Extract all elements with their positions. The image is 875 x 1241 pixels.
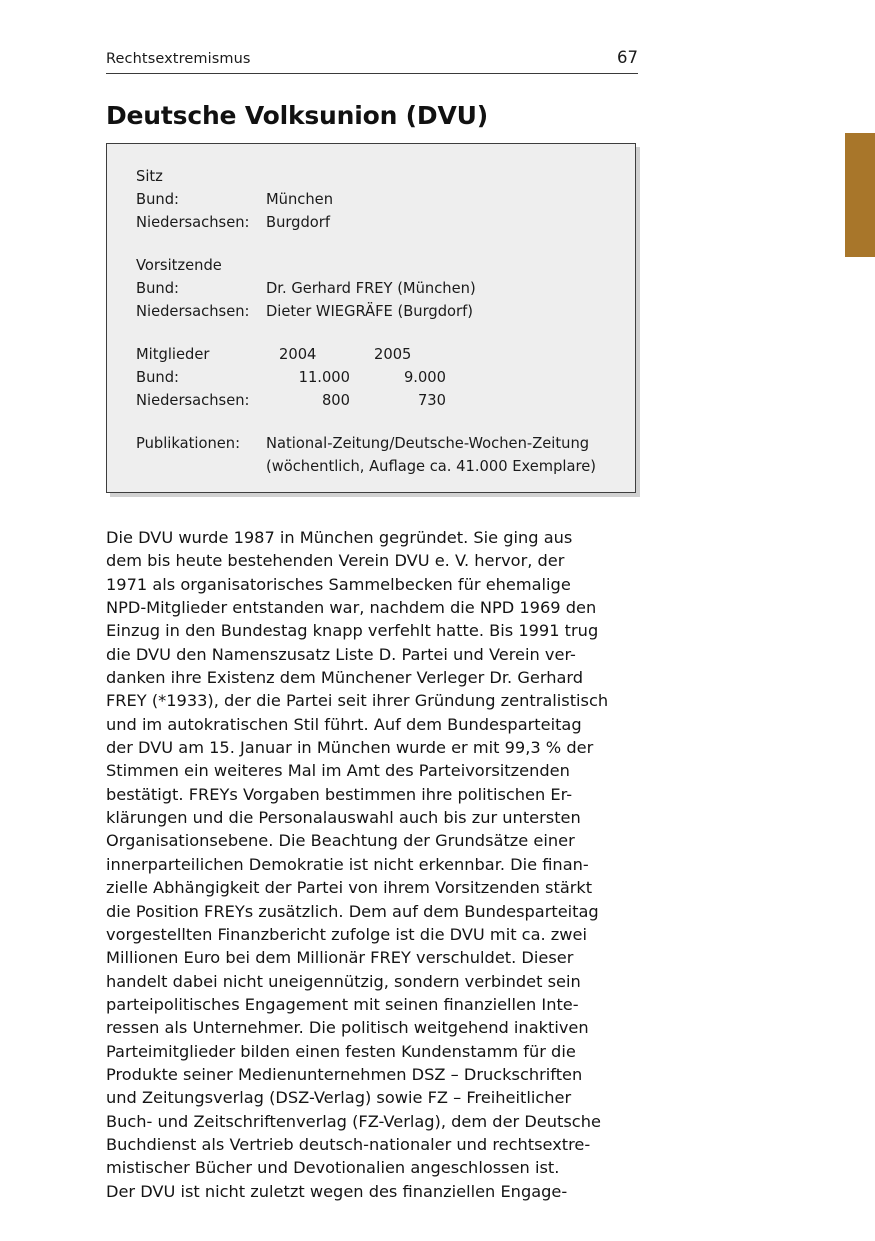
body-line: FREY (*1933), der die Partei seit ihrer Gründung zentralistisch — [106, 691, 609, 711]
seat-row-niedersachsen-label: Niedersachsen: — [136, 214, 250, 231]
body-line: ressen als Unternehmer. Die politisch weitgehend inaktiven — [106, 1018, 589, 1038]
body-line: Die DVU wurde 1987 in München gegründet. Sie ging aus — [106, 528, 573, 547]
members-title: Mitglieder — [136, 346, 210, 363]
body-line: parteipolitisches Engagement mit seinen finanziellen Inte- — [106, 994, 579, 1014]
body-line: Stimmen ein weiteres Mal im Amt des Parteivorsitzenden — [106, 761, 570, 781]
party-info-box-content — [136, 165, 625, 478]
publications-label: Publikationen: — [136, 435, 241, 452]
chair-row-bund — [136, 277, 625, 300]
running-head — [106, 48, 638, 74]
body-line: Organisationsebene. Die Beachtung der Grundsätze einer — [106, 831, 575, 851]
body-line: zielle Abhängigkeit der Partei von ihrem Vorsitzenden stärkt — [106, 878, 593, 898]
body-line: und im autokratischen Stil führt. Auf dem Bundesparteitag — [106, 714, 582, 734]
body-line: die DVU den Namenszusatz Liste D. Partei und Verein ver- — [106, 644, 576, 664]
chair-block — [136, 254, 625, 323]
members-row-bund — [136, 366, 625, 389]
publications-block — [136, 432, 625, 478]
chair-row-niedersachsen — [136, 300, 625, 323]
body-text — [106, 526, 640, 1203]
seat-block — [136, 165, 625, 234]
body-line: Der DVU ist nicht zuletzt wegen des finanziellen Engage- — [106, 1181, 568, 1201]
body-line: die Position FREYs zusätzlich. Dem auf dem Bundesparteitag — [106, 901, 599, 921]
seat-row-niedersachsen-value: Burgdorf — [266, 214, 331, 231]
seat-row-niedersachsen — [136, 211, 625, 234]
chair-row-bund-label: Bund: — [136, 280, 179, 297]
body-line: Buch- und Zeitschriftenverlag (FZ-Verlag), dem der Deutsche — [106, 1111, 601, 1131]
body-line: bestätigt. FREYs Vorgaben bestimmen ihre politischen Er- — [106, 784, 573, 804]
chair-row-niedersachsen-label: Niedersachsen: — [136, 303, 250, 320]
body-line: NPD-Mitglieder entstanden war, nachdem die NPD 1969 den — [106, 598, 597, 618]
publications-line-2: (wöchentlich, Auflage ca. 41.000 Exemplare) — [266, 458, 596, 475]
body-line: der DVU am 15. Januar in München wurde er mit 99,3 % der — [106, 738, 594, 758]
chair-row-niedersachsen-value: Dieter WIEGRÄFE (Burgdorf) — [266, 303, 473, 320]
members-row-niedersachsen-2004: 800 — [321, 392, 350, 409]
members-row-bund-label: Bund: — [136, 369, 179, 386]
running-head-title: Rechtsextremismus — [106, 51, 251, 67]
body-line: klärungen und die Personalauswahl auch bis zur untersten — [106, 808, 581, 828]
body-line: Einzug in den Bundestag knapp verfehlt hatte. Bis 1991 trug — [106, 621, 599, 641]
body-line: mistischer Bücher und Devotionalien angeschlossen ist. — [106, 1158, 560, 1178]
body-line: handelt dabei nicht uneigennützig, sondern verbindet sein — [106, 971, 581, 991]
chair-title: Vorsitzende — [136, 257, 222, 274]
page-title: Deutsche Volksunion (DVU) — [106, 100, 488, 130]
seat-row-bund-label: Bund: — [136, 191, 179, 208]
body-line: Produkte seiner Medienunternehmen DSZ – Druckschriften — [106, 1064, 583, 1084]
section-tab-marker — [845, 133, 875, 257]
chair-row-bund-value: Dr. Gerhard FREY (München) — [266, 280, 476, 297]
publications-row — [136, 432, 625, 455]
body-line: dem bis heute bestehenden Verein DVU e. V. hervor, der — [106, 551, 565, 571]
members-row-bund-2004: 11.000 — [298, 369, 350, 386]
body-line: und Zeitungsverlag (DSZ-Verlag) sowie FZ – Freiheitlicher — [106, 1088, 572, 1108]
members-block — [136, 343, 625, 412]
body-line: 1971 als organisatorisches Sammelbecken für ehemalige — [106, 574, 571, 594]
seat-row-bund — [136, 188, 625, 211]
body-line: Millionen Euro bei dem Millionär FREY verschuldet. Dieser — [106, 948, 574, 968]
body-line: Parteimitglieder bilden einen festen Kundenstamm für die — [106, 1041, 576, 1061]
body-line: danken ihre Existenz dem Münchener Verleger Dr. Gerhard — [106, 668, 584, 688]
seat-row-bund-value: München — [266, 191, 334, 208]
members-row-niedersachsen-2005: 730 — [417, 392, 446, 409]
body-line: innerparteilichen Demokratie ist nicht erkennbar. Die finan- — [106, 854, 589, 874]
seat-title: Sitz — [136, 168, 163, 185]
body-line: Buchdienst als Vertrieb deutsch-nationaler und rechtsextre- — [106, 1134, 591, 1154]
members-row-niedersachsen — [136, 389, 625, 412]
party-info-box — [106, 143, 636, 493]
publications-line-1: National-Zeitung/Deutsche-Wochen-Zeitung — [266, 435, 590, 452]
page-number: 67 — [617, 48, 638, 67]
members-row-bund-2005: 9.000 — [403, 369, 446, 386]
members-row-niedersachsen-label: Niedersachsen: — [136, 392, 250, 409]
body-line: vorgestellten Finanzbericht zufolge ist die DVU mit ca. zwei — [106, 924, 587, 944]
members-header-row — [136, 343, 625, 366]
members-year-2005-header: 2005 — [374, 346, 412, 363]
members-year-2004-header: 2004 — [279, 346, 317, 363]
